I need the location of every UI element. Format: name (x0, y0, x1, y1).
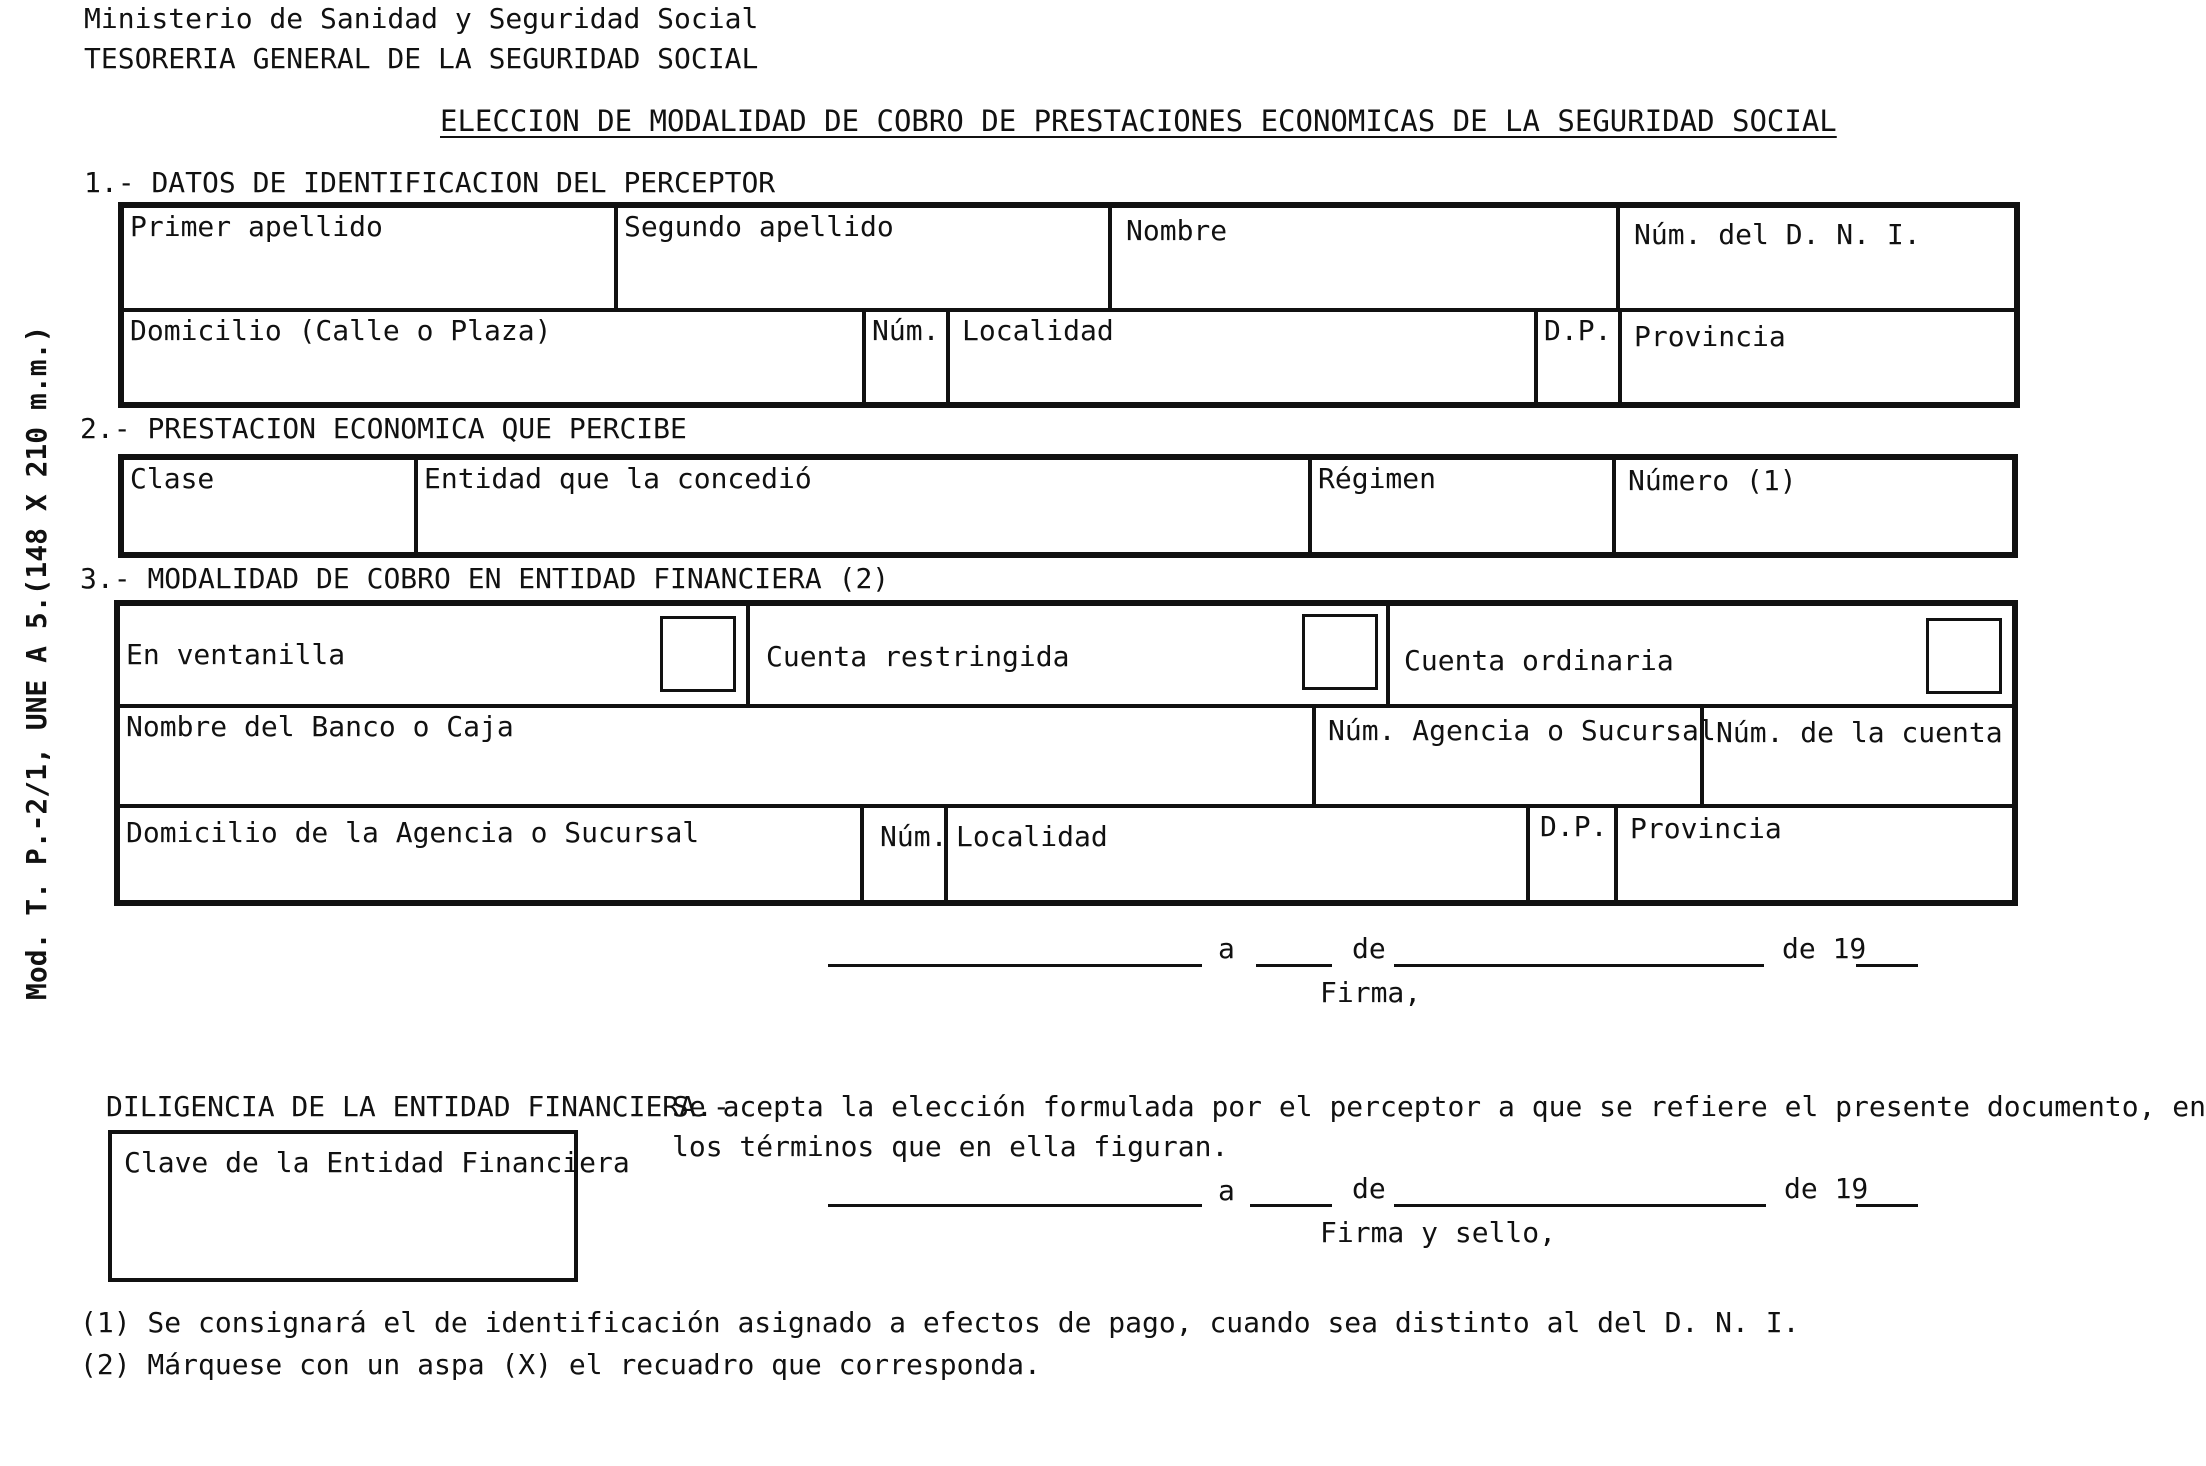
sig2-firma: Firma y sello, (1320, 1216, 1557, 1249)
section2-box (118, 454, 2018, 558)
banco-field[interactable] (118, 706, 1314, 806)
sig1-firma: Firma, (1320, 976, 1422, 1009)
agencia-label: Núm. Agencia o Sucursal (1328, 714, 1716, 747)
sig1-a: a (1218, 932, 1235, 965)
agencia-field[interactable] (1314, 706, 1716, 806)
section3-number: 3.- (80, 562, 131, 595)
ordinaria-checkbox[interactable] (1926, 618, 2002, 694)
cuenta-label: Núm. de la cuenta (1716, 716, 2003, 749)
footnote-1: (1) Se consignará el de identificación asignado a efectos de pago, cuando sea distinto al del D. N. I. (80, 1306, 1800, 1339)
section2-number: 2.- (80, 412, 131, 445)
agencia-num-label: Núm. (880, 820, 948, 853)
agencia-provincia-field[interactable] (1616, 806, 2014, 902)
localidad-field[interactable] (948, 310, 1536, 404)
nombre-label: Nombre (1126, 214, 1228, 247)
banco-label: Nombre del Banco o Caja (126, 710, 514, 743)
agencia-dp-field[interactable] (1528, 806, 1616, 902)
clave-label: Clave de la Entidad Financiera (124, 1146, 630, 1179)
treasury-name: TESORERIA GENERAL DE LA SEGURIDAD SOCIAL (84, 42, 759, 75)
ventanilla-label: En ventanilla (126, 638, 346, 671)
day-line-2[interactable] (1250, 1204, 1332, 1207)
section3-title: MODALIDAD DE COBRO EN ENTIDAD FINANCIERA (2) (147, 562, 890, 595)
option-ordinaria[interactable] (1388, 604, 2014, 706)
section3-box (114, 600, 2018, 906)
num-dni-field[interactable] (1618, 206, 2016, 310)
sig1-de: de (1352, 932, 1386, 965)
num-field[interactable] (864, 310, 948, 404)
domicilio-label: Domicilio (Calle o Plaza) (130, 314, 552, 347)
month-line[interactable] (1394, 964, 1764, 967)
section1-box (118, 202, 2020, 408)
section3-heading (80, 562, 889, 595)
ordinaria-label: Cuenta ordinaria (1404, 644, 1674, 677)
section1-number: 1.- (84, 166, 135, 199)
clase-field[interactable] (122, 458, 416, 554)
place-line[interactable] (828, 964, 1202, 967)
sig1-de19: de 19 (1782, 932, 1867, 965)
section2-heading (80, 412, 687, 445)
clave-box[interactable] (108, 1130, 630, 1282)
num-dni-label: Núm. del D. N. I. (1634, 218, 1921, 251)
form-model-label: Mod. T. P.-2/1, UNE A 5.(148 X 210 m.m.) (20, 325, 53, 1000)
restringida-checkbox[interactable] (1302, 614, 1378, 690)
segundo-apellido-label: Segundo apellido (624, 210, 894, 243)
section1-title: DATOS DE IDENTIFICACION DEL PERCEPTOR (151, 166, 776, 199)
section1-heading (84, 166, 775, 199)
sig2-de19: de 19 (1784, 1172, 1869, 1205)
nombre-field[interactable] (1110, 206, 1618, 310)
clase-label: Clase (130, 462, 215, 495)
year-line-2[interactable] (1856, 1204, 1918, 1207)
ventanilla-checkbox[interactable] (660, 616, 736, 692)
entidad-field[interactable] (416, 458, 1310, 554)
entidad-label: Entidad que la concedió (424, 462, 812, 495)
option-restringida[interactable] (748, 604, 1388, 706)
agencia-localidad-label: Localidad (956, 820, 1108, 853)
day-line[interactable] (1256, 964, 1332, 967)
month-line-2[interactable] (1394, 1204, 1766, 1207)
cuenta-field[interactable] (1702, 706, 2014, 806)
agencia-localidad-field[interactable] (946, 806, 1528, 902)
restringida-label: Cuenta restringida (766, 640, 1070, 673)
domicilio-field[interactable] (122, 310, 864, 404)
footnote-2: (2) Márquese con un aspa (X) el recuadro que corresponda. (80, 1348, 1041, 1381)
regimen-field[interactable] (1310, 458, 1614, 554)
agencia-provincia-label: Provincia (1630, 812, 1782, 845)
section2-title: PRESTACION ECONOMICA QUE PERCIBE (147, 412, 687, 445)
dp-field[interactable] (1536, 310, 1620, 404)
numero-label: Número (1) (1628, 464, 1797, 497)
domicilio-agencia-label: Domicilio de la Agencia o Sucursal (126, 816, 700, 849)
numero-field[interactable] (1614, 458, 2014, 554)
agencia-num-field[interactable] (862, 806, 946, 902)
option-ventanilla[interactable] (118, 604, 748, 706)
place-line-2[interactable] (828, 1204, 1202, 1207)
localidad-label: Localidad (962, 314, 1114, 347)
domicilio-agencia-field[interactable] (118, 806, 862, 902)
primer-apellido-field[interactable] (122, 206, 616, 310)
regimen-label: Régimen (1318, 462, 1437, 495)
provincia-field[interactable] (1620, 310, 2016, 404)
year-line[interactable] (1856, 964, 1918, 967)
ministry-name: Ministerio de Sanidad y Seguridad Social (84, 2, 759, 35)
diligencia-text1: Se acepta la elección formulada por el perceptor a que se refiere el presente documento, en (672, 1090, 2206, 1123)
agencia-dp-label: D.P. (1540, 810, 1608, 843)
form-title: ELECCION DE MODALIDAD DE COBRO DE PRESTACIONES ECONOMICAS DE LA SEGURIDAD SOCIAL (440, 104, 1837, 138)
dp-label: D.P. (1544, 314, 1612, 347)
diligencia-text2: los términos que en ella figuran. (672, 1130, 1229, 1163)
num-label: Núm. (872, 314, 940, 347)
segundo-apellido-field[interactable] (616, 206, 1110, 310)
sig2-a: a (1218, 1174, 1235, 1207)
primer-apellido-label: Primer apellido (130, 210, 383, 243)
diligencia-heading: DILIGENCIA DE LA ENTIDAD FINANCIERA.- (106, 1090, 730, 1123)
sig2-de: de (1352, 1172, 1386, 1205)
provincia-label: Provincia (1634, 320, 1786, 353)
